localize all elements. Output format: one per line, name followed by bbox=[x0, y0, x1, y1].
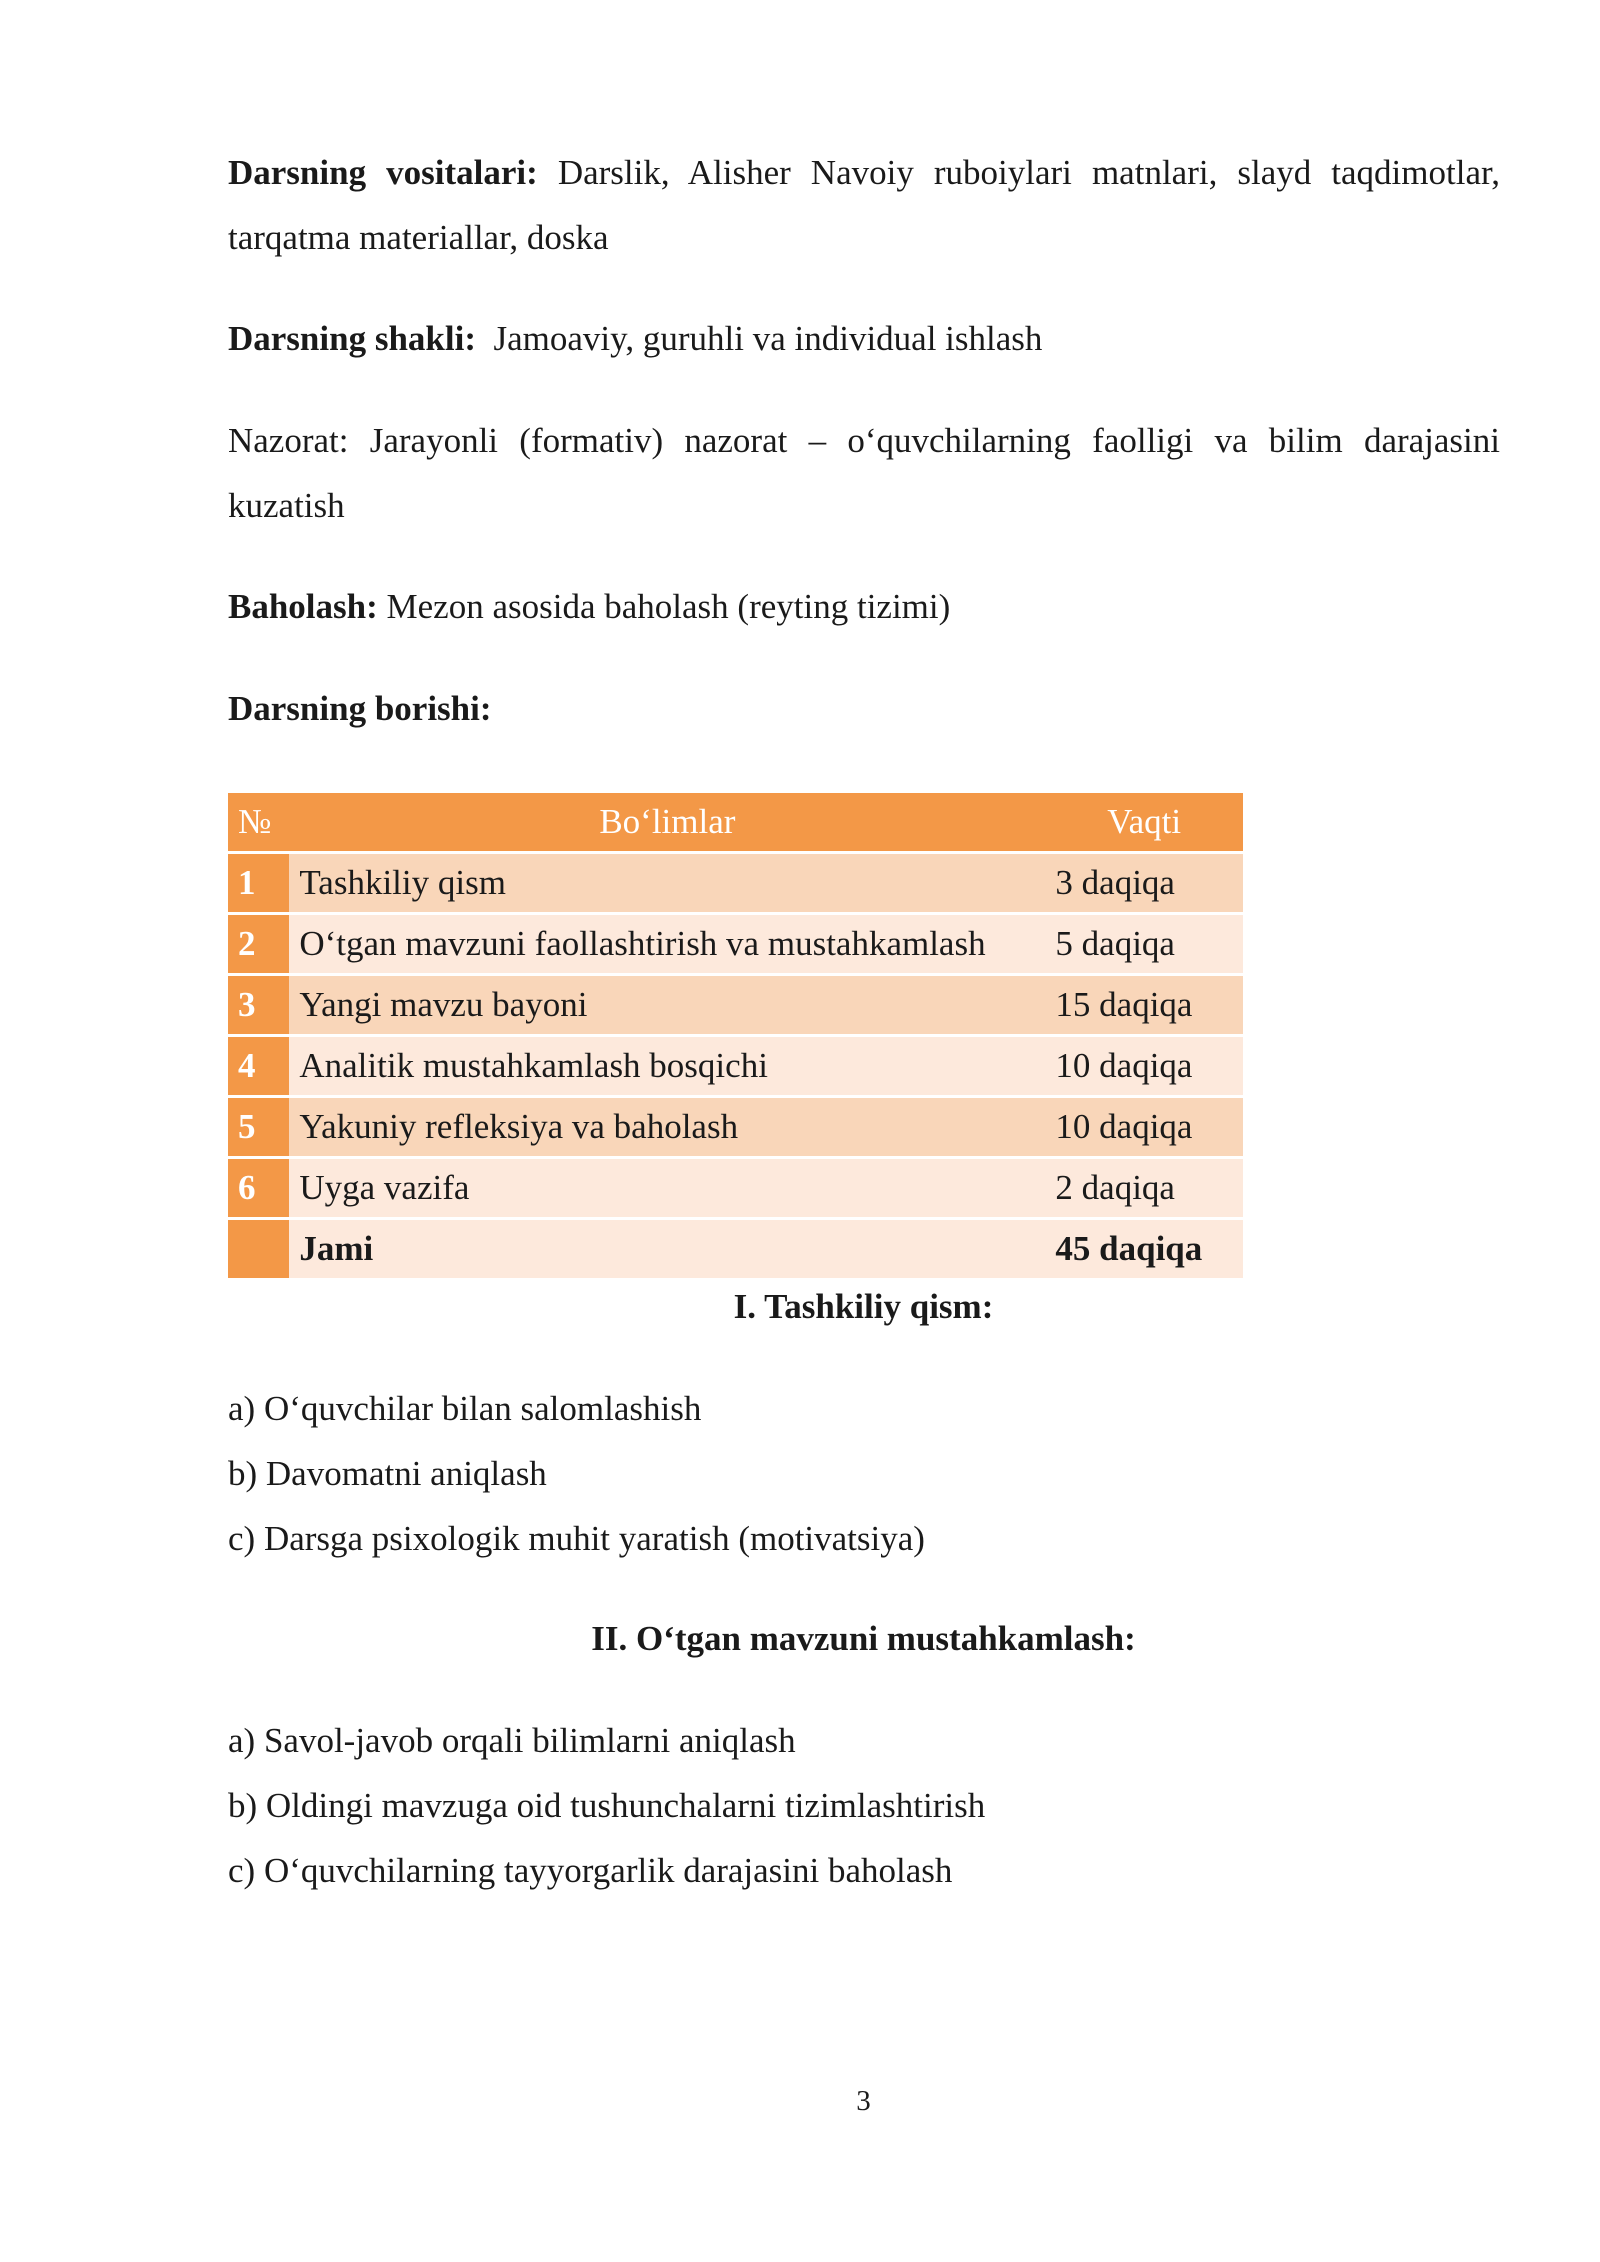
row-section: O‘tgan mavzuni faollashtirish va mustahkamlash bbox=[289, 915, 1045, 973]
total-time: 45 daqiqa bbox=[1045, 1220, 1243, 1278]
total-number-cell bbox=[228, 1220, 289, 1278]
row-time: 15 daqiqa bbox=[1045, 976, 1243, 1034]
row-time: 3 daqiqa bbox=[1045, 854, 1243, 912]
table-total-row bbox=[228, 1220, 1243, 1278]
section1-title: I. Tashkiliy qism: bbox=[733, 1287, 994, 1326]
list-item: a) Savol-javob orqali bilimlarni aniqlash bbox=[228, 1721, 796, 1760]
baholash-text: Mezon asosida baholash (reyting tizimi) bbox=[377, 587, 951, 626]
table-row bbox=[228, 1159, 1243, 1217]
baholash-label: Baholash: bbox=[228, 587, 378, 626]
total-label: Jami bbox=[289, 1220, 1045, 1278]
header-number: № bbox=[228, 793, 289, 851]
row-section: Uyga vazifa bbox=[289, 1159, 1045, 1217]
list-item: c) Darsga psixologik muhit yaratish (motivatsiya) bbox=[228, 1519, 925, 1558]
borishi-heading: Darsning borishi: bbox=[228, 689, 492, 728]
page-number: 3 bbox=[856, 2085, 871, 2117]
shakli-paragraph bbox=[228, 306, 1500, 371]
row-section: Tashkiliy qism bbox=[289, 854, 1045, 912]
section1-list bbox=[228, 1376, 1328, 1571]
row-time: 5 daqiqa bbox=[1045, 915, 1243, 973]
row-number: 2 bbox=[228, 915, 289, 973]
row-number: 5 bbox=[228, 1098, 289, 1156]
header-sections: Bo‘limlar bbox=[289, 793, 1045, 851]
row-section: Yangi mavzu bayoni bbox=[289, 976, 1045, 1034]
baholash-paragraph bbox=[228, 574, 1500, 639]
table-header-row bbox=[228, 793, 1243, 851]
header-time: Vaqti bbox=[1045, 793, 1243, 851]
list-item: c) O‘quvchilarning tayyorgarlik darajasini baholash bbox=[228, 1851, 953, 1890]
table-row bbox=[228, 1037, 1243, 1095]
vositalar-label: Darsning vositalari: bbox=[228, 153, 538, 192]
shakli-text: Jamoaviy, guruhli va individual ishlash bbox=[476, 319, 1043, 358]
vositalar-text: Darslik, Alisher Navoiy ruboiylari matnlari, slayd taqdimotlar, tarqatma materiallar, doska bbox=[228, 153, 1500, 257]
list-item: a) O‘quvchilar bilan salomlashish bbox=[228, 1389, 702, 1428]
list-item: b) Davomatni aniqlash bbox=[228, 1454, 547, 1493]
list-item: b) Oldingi mavzuga oid tushunchalarni tizimlashtirish bbox=[228, 1786, 986, 1825]
table-row bbox=[228, 976, 1243, 1034]
row-time: 10 daqiqa bbox=[1045, 1037, 1243, 1095]
table-row bbox=[228, 1098, 1243, 1156]
row-number: 6 bbox=[228, 1159, 289, 1217]
row-section: Analitik mustahkamlash bosqichi bbox=[289, 1037, 1045, 1095]
row-number: 3 bbox=[228, 976, 289, 1034]
table-row bbox=[228, 854, 1243, 912]
row-time: 10 daqiqa bbox=[1045, 1098, 1243, 1156]
row-section: Yakuniy refleksiya va baholash bbox=[289, 1098, 1045, 1156]
shakli-label: Darsning shakli: bbox=[228, 319, 476, 358]
lesson-plan-table bbox=[228, 790, 1243, 1281]
nazorat-paragraph: Nazorat: Jarayonli (formativ) nazorat – o‘quvchilarning faolligi va bilim darajasini kuzatish bbox=[228, 421, 1500, 525]
row-number: 4 bbox=[228, 1037, 289, 1095]
section2-list bbox=[228, 1708, 1328, 1903]
row-time: 2 daqiqa bbox=[1045, 1159, 1243, 1217]
row-number: 1 bbox=[228, 854, 289, 912]
section2-title: II. O‘tgan mavzuni mustahkamlash: bbox=[591, 1619, 1136, 1658]
table-row bbox=[228, 915, 1243, 973]
vositalar-paragraph bbox=[228, 140, 1500, 270]
